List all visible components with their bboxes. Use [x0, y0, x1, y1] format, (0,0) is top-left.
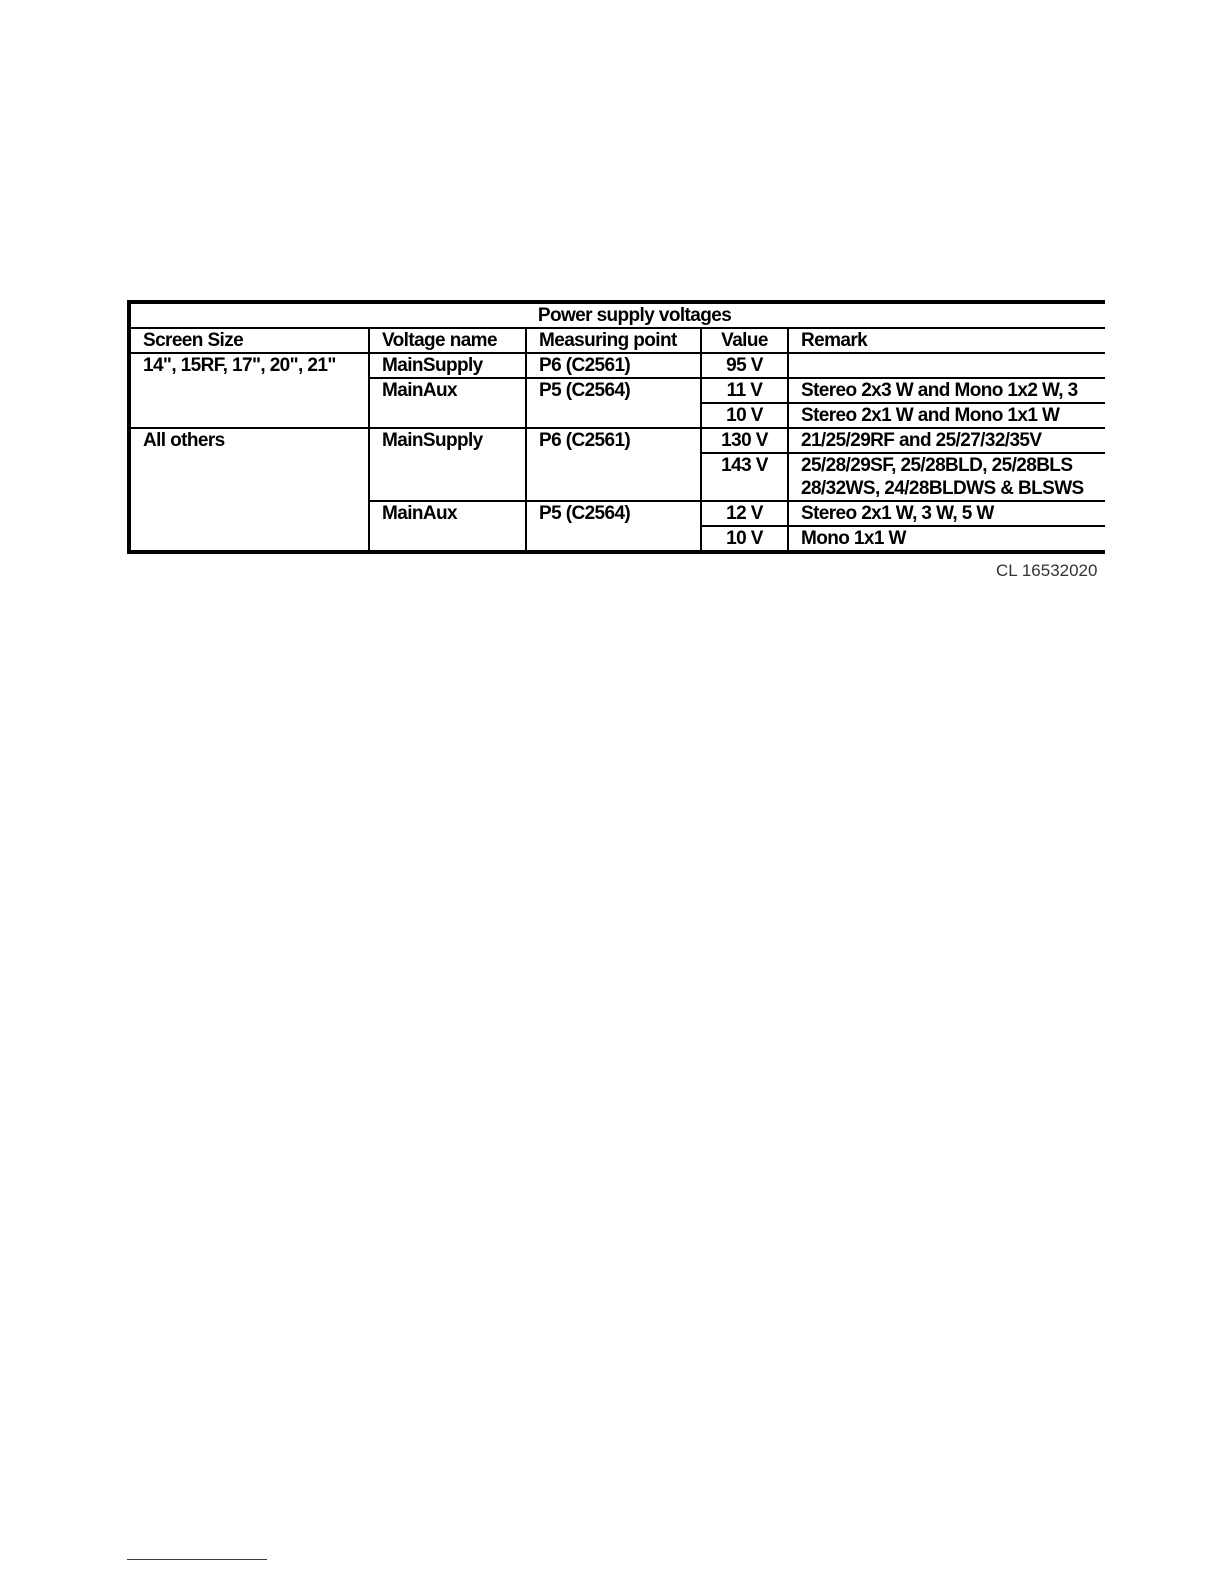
remark-cell: Stereo 2x1 W, 3 W, 5 W [788, 501, 1105, 526]
table-header-row [129, 328, 1105, 353]
voltage-name-cell: MainSupply [369, 353, 526, 378]
remark-cell: Mono 1x1 W [788, 526, 1105, 552]
table-title-row [129, 302, 1105, 328]
measuring-point-cell: P6 (C2561) [526, 428, 701, 501]
remark-line: 25/28/29SF, 25/28BLD, 25/28BLS [801, 455, 1073, 476]
value-cell: 130 V [701, 428, 788, 453]
power-supply-table-container [127, 300, 1105, 558]
table-row [129, 353, 1105, 378]
column-header-voltage-name: Voltage name [369, 328, 526, 353]
remark-cell: Stereo 2x1 W and Mono 1x1 W [788, 403, 1105, 428]
value-cell: 12 V [701, 501, 788, 526]
column-header-value: Value [701, 328, 788, 353]
column-header-remark: Remark [788, 328, 1105, 353]
table-title: Power supply voltages [129, 302, 1105, 328]
measuring-point-cell: P5 (C2564) [526, 501, 701, 552]
remark-cell: 21/25/29RF and 25/27/32/35V [788, 428, 1105, 453]
screen-size-cell: 14", 15RF, 17", 20", 21" [129, 353, 369, 428]
footnote-divider [127, 1559, 267, 1560]
remark-cell: Stereo 2x3 W and Mono 1x2 W, 3 [788, 378, 1105, 403]
voltage-name-cell: MainSupply [369, 428, 526, 501]
column-header-screen-size: Screen Size [129, 328, 369, 353]
value-cell: 10 V [701, 526, 788, 552]
figure-caption: CL 16532020 [996, 561, 1098, 580]
measuring-point-cell: P6 (C2561) [526, 353, 701, 378]
value-cell: 143 V [701, 453, 788, 501]
measuring-point-cell: P5 (C2564) [526, 378, 701, 428]
voltage-name-cell: MainAux [369, 378, 526, 428]
value-cell: 10 V [701, 403, 788, 428]
value-cell: 11 V [701, 378, 788, 403]
remark-cell [788, 453, 1105, 501]
remark-cell [788, 353, 1105, 378]
column-header-measuring-point: Measuring point [526, 328, 701, 353]
voltage-name-cell: MainAux [369, 501, 526, 552]
value-cell: 95 V [701, 353, 788, 378]
table-row [129, 428, 1105, 453]
screen-size-cell: All others [129, 428, 369, 552]
power-supply-table [127, 300, 1105, 554]
remark-line: 28/32WS, 24/28BLDWS & BLSWS [801, 478, 1084, 499]
